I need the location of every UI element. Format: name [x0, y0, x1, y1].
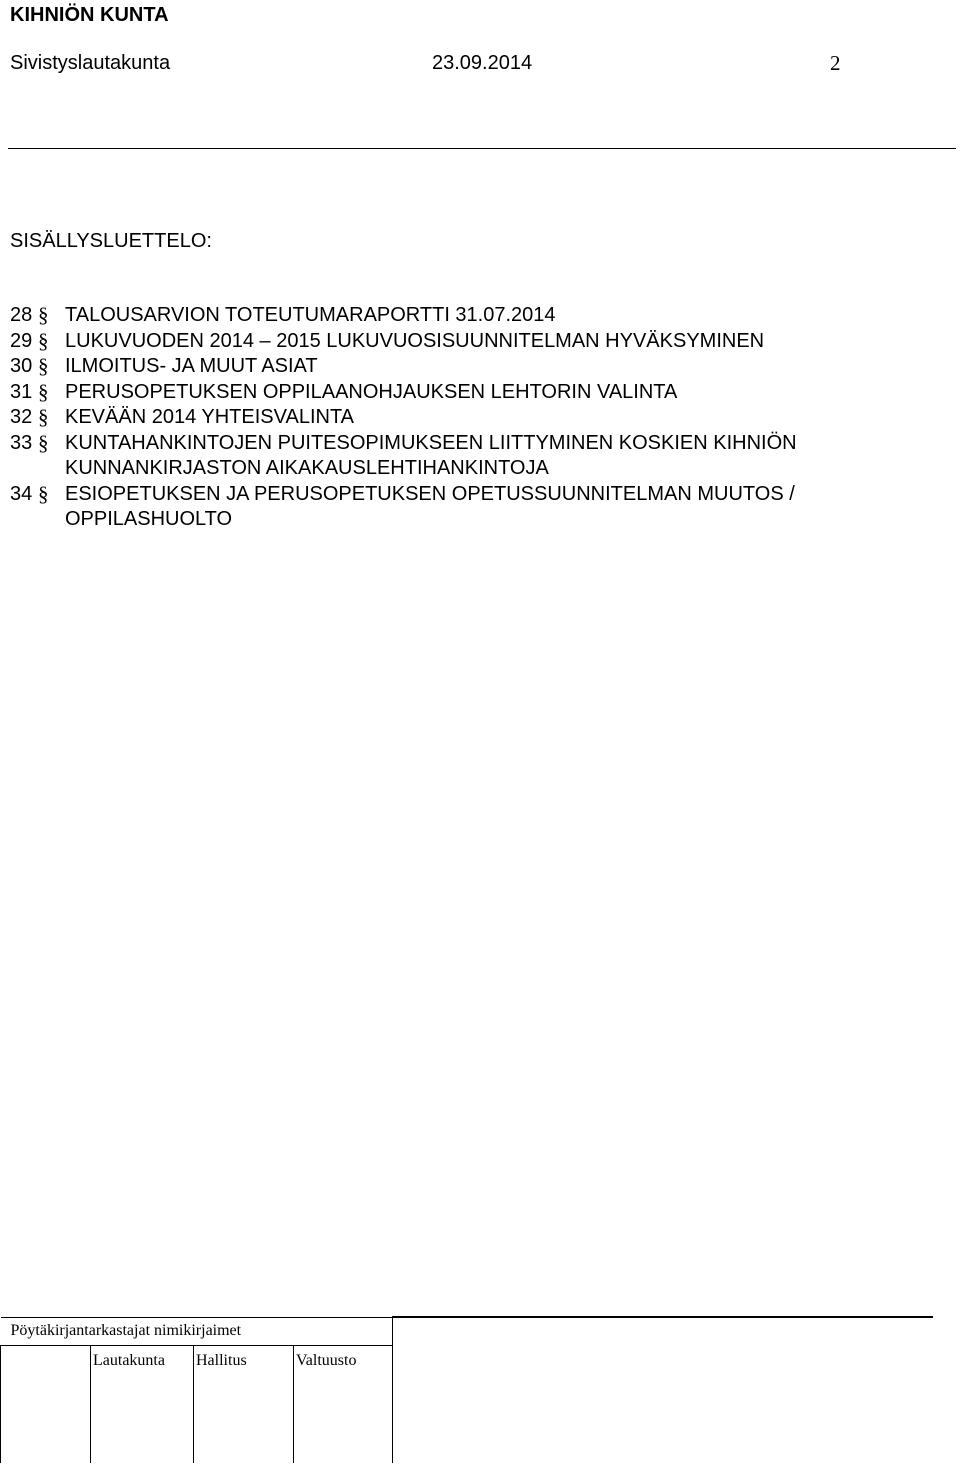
- section-symbol: §: [38, 328, 49, 353]
- toc-item-number: 34: [10, 482, 33, 505]
- toc-item-number: 32: [10, 406, 33, 428]
- toc-item-number: 33: [10, 431, 33, 454]
- meeting-date: 23.09.2014: [432, 52, 533, 74]
- toc-item-title-line: ESIOPETUKSEN JA PERUSOPETUKSEN OPETUSSUUNNITELMAN MUUTOS /: [65, 482, 795, 505]
- toc-item: [10, 405, 950, 431]
- toc-item-title-line: ILMOITUS- JA MUUT ASIAT: [65, 355, 318, 377]
- toc-item-title-line: KEVÄÄN 2014 YHTEISVALINTA: [65, 406, 355, 428]
- section-symbol: §: [38, 303, 49, 327]
- toc-item-title-line: TALOUSARVION TOTEUTUMARAPORTTI 31.07.2014: [65, 304, 556, 326]
- toc-item-title: [65, 405, 950, 431]
- toc-item-title-line: LUKUVUODEN 2014 – 2015 LUKUVUOSISUUNNITELMAN HYVÄKSYMINEN: [65, 329, 765, 352]
- committee-name: Sivistyslautakunta: [10, 52, 171, 74]
- toc-list: [10, 303, 950, 533]
- toc-item-title-line: KUNNANKIRJASTON AIKAKAUSLEHTIHANKINTOJA: [65, 457, 549, 479]
- organization-name: KIHNIÖN KUNTA: [10, 4, 169, 26]
- page-number: 2: [830, 51, 841, 75]
- initials-cell-lautakunta: Lautakunta: [91, 1345, 194, 1463]
- toc-item: [10, 329, 950, 355]
- toc-item-title: [65, 431, 950, 482]
- signature-table-label: Pöytäkirjantarkastajat nimikirjaimet: [1, 1317, 393, 1345]
- toc-item-title: [65, 482, 950, 533]
- toc-item-title: [65, 380, 950, 406]
- toc-item-title-line: KUNTAHANKINTOJEN PUITESOPIMUKSEEN LIITTYMINEN KOSKIEN KIHNIÖN: [65, 431, 797, 454]
- toc-item-title-line: OPPILASHUOLTO: [65, 508, 233, 530]
- toc-heading: SISÄLLYSLUETTELO:: [10, 230, 212, 252]
- toc-item-title: [65, 329, 950, 355]
- signature-table: [0, 1316, 933, 1463]
- toc-item-title: [65, 303, 950, 329]
- toc-item: [10, 380, 950, 406]
- toc-item: [10, 303, 950, 329]
- toc-item: [10, 431, 950, 482]
- initials-cell-valtuusto: Valtuusto: [294, 1345, 393, 1463]
- toc-item-number: 30: [10, 355, 33, 377]
- initials-cell-hallitus: Hallitus: [194, 1345, 294, 1463]
- toc-item: [10, 482, 950, 533]
- signature-table-rule: [393, 1317, 934, 1345]
- header-divider: [8, 148, 956, 149]
- section-symbol: §: [38, 354, 49, 378]
- toc-item-number: 28: [10, 304, 33, 326]
- section-symbol: §: [38, 379, 49, 404]
- section-symbol: §: [38, 405, 49, 429]
- initials-cell-blank: [1, 1345, 91, 1463]
- toc-item-number: 31: [10, 380, 33, 403]
- toc-item: [10, 354, 950, 380]
- section-symbol: §: [38, 430, 49, 455]
- toc-item-title-line: PERUSOPETUKSEN OPPILAANOHJAUKSEN LEHTORIN VALINTA: [65, 380, 678, 403]
- section-symbol: §: [38, 481, 49, 506]
- toc-item-number: 29: [10, 329, 33, 352]
- toc-item-title: [65, 354, 950, 380]
